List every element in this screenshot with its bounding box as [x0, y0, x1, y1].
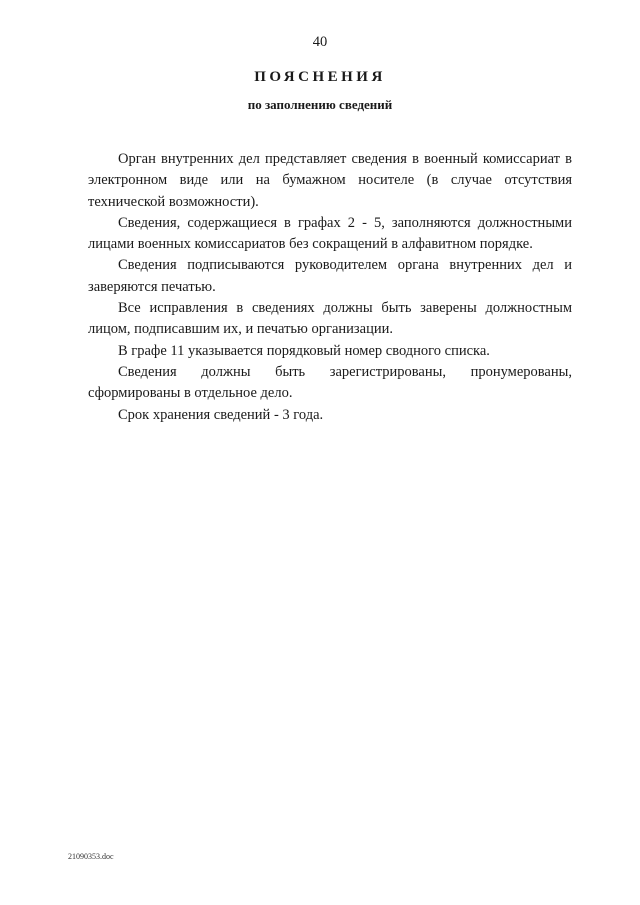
paragraph-registration: Сведения должны быть зарегистрированы, пронумерованы, сформированы в отдельное дело. [88, 363, 572, 402]
file-code: 21090353.doc [68, 852, 114, 861]
document-title: ПОЯСНЕНИЯ [254, 69, 386, 85]
paragraph-signature: Сведения подписываются руководителем органа внутренних дел и заверяются печатью. [88, 257, 572, 295]
document-subtitle: по заполнению сведений [247, 97, 393, 112]
paragraph-submission: Орган внутренних дел представляет сведения в военный комиссариат в электронном виде или на бумажном носителе (в случае отсутствия технической возможности). [88, 151, 572, 210]
paragraph-column-11: В графе 11 указывается порядковый номер сводного списка. [118, 342, 490, 359]
paragraph-corrections: Все исправления в сведениях должны быть заверены должностным лицом, подписавшим их, и печатью организации. [88, 300, 572, 338]
explanation-body [88, 149, 572, 426]
page-number: 40 [312, 34, 328, 50]
paragraph-columns: Сведения, содержащиеся в графах 2 - 5, заполняются должностными лицами военных комиссариатов без сокращений в алфавитном порядке. [88, 214, 572, 253]
paragraph-storage-term: Срок хранения сведений - 3 года. [118, 406, 324, 423]
